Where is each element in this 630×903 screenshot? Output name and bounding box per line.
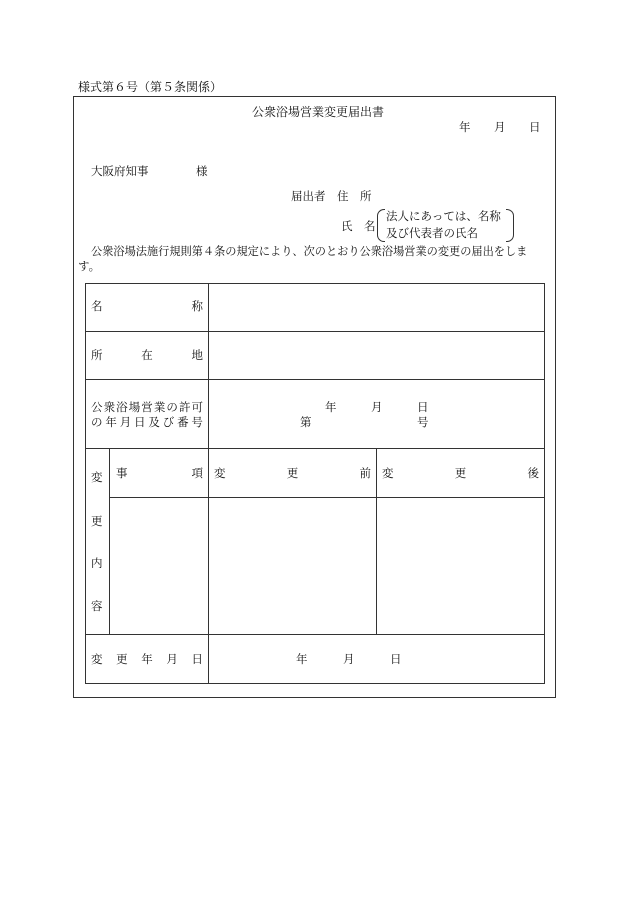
change-day-label: 日 [390, 652, 402, 666]
permit-label-line2: の 年 月 日 及 び 番 号 [91, 415, 203, 429]
table-line-h2 [85, 379, 545, 380]
permit-year-label: 年 [325, 400, 337, 414]
location-label: 所 在 地 [91, 348, 203, 362]
table-line-v-main [208, 283, 209, 684]
before-header: 変 更 前 [214, 466, 371, 480]
table-line-v-section [109, 448, 110, 634]
date-month-label: 月 [494, 120, 506, 134]
permit-label-line1: 公 衆 浴 場 営 業 の 許 可 [91, 400, 203, 414]
name-label: 名 称 [91, 299, 203, 313]
permit-number-prefix: 第 [300, 415, 312, 429]
change-section-char-1: 変 [91, 470, 103, 484]
table-line-h4 [109, 497, 545, 498]
notifier-address-label: 住 所 [337, 189, 372, 203]
permit-number-suffix: 号 [417, 415, 429, 429]
notifier-label: 届出者 [291, 189, 326, 203]
change-section-char-4: 容 [91, 599, 103, 613]
form-number: 様式第６号（第５条関係） [78, 80, 223, 94]
statement-line1: 公衆浴場法施行規則第４条の規定により、次のとおり公衆浴場営業の変更の届出をしま [91, 245, 528, 258]
table-line-h5 [85, 634, 545, 635]
change-month-label: 月 [343, 652, 355, 666]
table-line-h3 [85, 448, 545, 449]
notifier-name-label: 氏 名 [341, 219, 376, 233]
table-line-h1 [85, 331, 545, 332]
change-date-label: 変 更 年 月 日 [91, 652, 203, 666]
change-year-label: 年 [296, 652, 308, 666]
addressee-honorific: 様 [196, 164, 208, 178]
change-section-char-3: 内 [91, 556, 103, 570]
date-day-label: 日 [529, 120, 541, 134]
permit-day-label: 日 [417, 400, 429, 414]
after-header: 変 更 後 [382, 466, 539, 480]
table-line-v-before-after [376, 448, 377, 634]
form-table [85, 283, 545, 684]
change-section-char-2: 更 [91, 514, 103, 528]
bracket-left [377, 209, 385, 242]
statement-line2: す。 [78, 259, 101, 273]
bracket-right [506, 209, 514, 242]
permit-month-label: 月 [371, 400, 383, 414]
corp-note-line2: 及び代表者の氏名 [386, 226, 478, 240]
corp-note-line1: 法人にあっては、名称 [386, 209, 501, 223]
addressee-name: 大阪府知事 [91, 164, 149, 178]
form-title: 公衆浴場営業変更届出書 [252, 105, 385, 119]
date-year-label: 年 [459, 120, 471, 134]
item-header: 事 項 [116, 466, 203, 480]
